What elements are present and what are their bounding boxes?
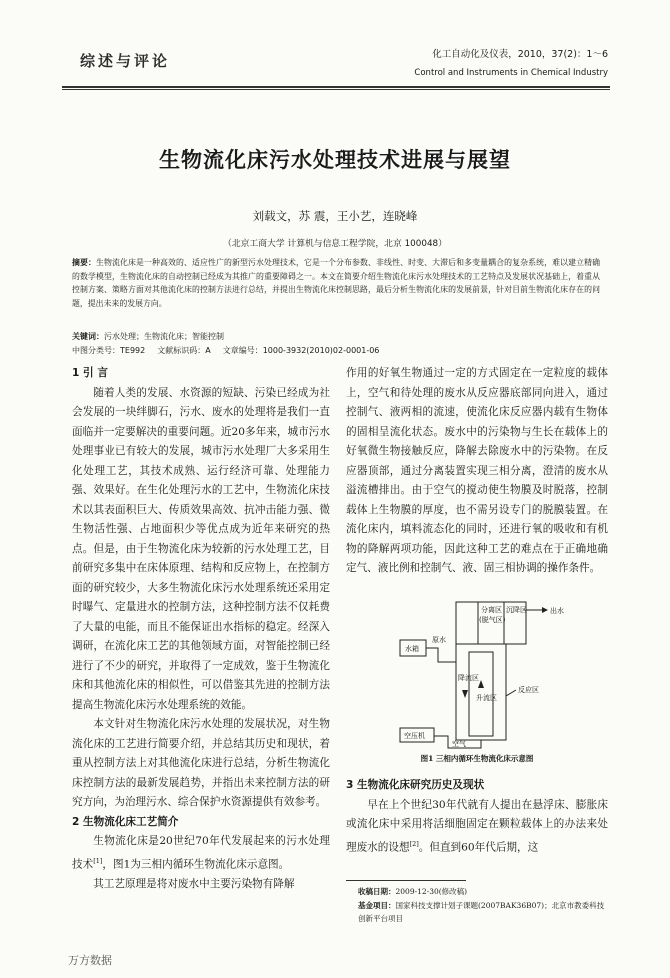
label-air: 空气 [452, 740, 466, 748]
label-compressor: 空压机 [404, 732, 425, 740]
label-sediment: 沉降区 [506, 606, 527, 614]
footnote [358, 885, 610, 926]
text: 。但直到60年代后期，这 [418, 841, 539, 854]
paragraph [72, 832, 330, 875]
paragraph: 其工艺原理是将对废水中主要污染物有降解 [93, 877, 295, 890]
article-number: 文章编号：1000-3932(2010)02-0001-06 [222, 346, 380, 355]
received-value: 2009-12-30(修改稿) [395, 887, 468, 896]
left-column [72, 364, 330, 894]
outlet-arrow [542, 607, 548, 613]
section-2-heading: 2 生物流化床工艺简介 [72, 815, 179, 828]
paragraph: 本文针对生物流化床污水处理的发展状况，对生物流化床的工艺进行简要介绍，并总结其历史和现状，着重从控制方法上对其他流化床进行总结，分析生物流化床控制方法的最新发展趋势，并指出未来控制方法的研究方向，为治理污水、综合保护水资源提供有效参考。 [72, 718, 330, 808]
text: 早在上个世纪30年代就有人提出在悬浮床、膨胀床或流化床中采用将活细胞固定在颗粒载体上的办法来处理废水的设想 [346, 798, 608, 854]
received-date [358, 885, 610, 899]
document-code: 文献标识码：A [157, 346, 211, 355]
keywords [72, 330, 600, 343]
abstract [72, 256, 600, 310]
label-upflow: 升流区 [476, 694, 497, 702]
journal-citation: 化工自动化及仪表，2010，37(2)：1～6 [432, 49, 608, 60]
clc-number: 中图分类号：TE992 [72, 346, 146, 355]
figure-1-caption: 图1 三相内循环生物流化床示意图 [420, 754, 534, 763]
received-label: 收稿日期： [358, 887, 396, 896]
journal-info [368, 46, 608, 82]
label-outlet: 出水 [550, 607, 564, 615]
text: ，图1为三相内循环生物流化床示意图。 [102, 858, 290, 871]
citation-ref: [1] [93, 856, 103, 865]
label-raw-water: 原水 [432, 636, 446, 644]
article-title: 生物流化床污水处理技术进展与展望 [159, 147, 511, 172]
abstract-text: 生物流化床是一种高效的、适应性广的新型污水处理技术，它是一个分布参数、非线性、时变、大滞后和多变量耦合的复杂系统，难以建立精确的数学模型，生物流化床的自动控制已经成为其推广的重要障碍之一。本文在简要介绍生物流化床污水处理技术的工艺特点及发展状况基础上，着重从控制方案、策略方面对其他流化床的控制方法进行总结，并提出生物流化床控制思路，最后分析生物流化床的发展前景，针对目前生物流化床存在的问题，提出未来的发展方向。 [72, 258, 600, 308]
paragraph: 作用的好氧生物通过一定的方式固定在一定粒度的载体上，空气和待处理的废水从反应器底部同向进入，通过控制气、液两相的流速，使流化床反应器内载有生物体的固相呈流化状态。废水中的污染物与生长在载体上的好氧微生物接触反应，降解去除废水中的污染物。在反应器顶部，通过分离装置实现三相分离，澄清的废水从溢流槽排出。由于空气的搅动使生物膜及时脱落，控制载体上生物膜的厚度，也不需另设专门的脱膜装置。在流化床内，填料流态化的同时，还进行氧的吸收和有机物的降解两项功能，因此这种工艺的难点在于正确地确定气、液比例和控制气、液、固三相协调的操作条件。 [346, 367, 608, 574]
label-downflow: 降流区 [458, 674, 479, 682]
section-3 [346, 776, 608, 858]
header-rule-thin [62, 89, 610, 90]
label-reaction: 反应区 [518, 686, 539, 694]
keywords-text: 污水处理；生物流化床；智能控制 [104, 332, 224, 341]
label-separation: 分离区 [481, 606, 502, 614]
text: 生物流化床是20世纪70年代发展起来的污水处理技术 [72, 835, 330, 871]
section-1-heading: 1 引 言 [72, 367, 108, 379]
paragraph [346, 796, 608, 858]
header-rule [62, 86, 610, 88]
authors: 刘载文，苏 震，王小艺，连晓峰 [252, 209, 418, 223]
paragraph: 随着人类的发展、水资源的短缺、污染已经成为社会发展的一块绊脚石，污水、废水的处理将是我们一直面临并一定要解决的重要问题。近20多年来，城市污水处理事业已有较大的发展，城市污水处理厂大多采用生化处理工艺，其技术成熟、运行经济可靠、处理能力强、效果好。在生化处理污水的工艺中，生物流化床技术以其表面积巨大、传质效果高效、抗冲击能力强、微生物活性强、占地面积少等优点成为近年来研究的热点。但是，由于生物流化床为较新的污水处理工艺，目前研究多集中在床体原理、结构和反应物上，在控制方面的研究较少，大多生物流化床污水处理系统还采用定时曝气、定量进水的控制方法，这种控制方法不仅耗费了大量的电能，而且不能保证出水指标的稳定。经深入调研，在流化床工艺的其他领域方面，对智能控制已经进行了不少的研究，并取得了一定成效，鉴于生物流化床和其他流化床的相似性，可以借鉴其先进的控制方法提高生物流化床污水处理系统的效能。 [72, 386, 330, 711]
right-column [346, 364, 608, 579]
citation-ref: [2] [409, 839, 419, 848]
figure-1-diagram [396, 596, 596, 756]
classification-line [72, 345, 600, 357]
abstract-label: 摘要： [72, 258, 97, 267]
label-degas: (脱气区) [479, 616, 506, 624]
journal-name-en: Control and Instruments in Chemical Industry [414, 68, 608, 78]
fund-value: 国家科技支撑计划子课题(2007BAK36B07)；北京市教委科技创新平台项目 [358, 900, 605, 923]
keywords-label: 关键词： [72, 331, 104, 341]
watermark: 万方数据 [68, 954, 112, 967]
fund-label: 基金项目： [358, 900, 396, 910]
footnote-rule [346, 880, 466, 881]
fund [358, 899, 610, 926]
label-water-tank: 水箱 [405, 645, 419, 653]
section-tag: 综述与评论 [80, 52, 171, 70]
section-3-heading: 3 生物流化床研究历史及现状 [346, 779, 485, 791]
raw-water-pipe [426, 648, 456, 662]
down-arrow [462, 690, 468, 698]
affiliation: （北京工商大学 计算机与信息工程学院，北京 100048） [223, 239, 447, 249]
